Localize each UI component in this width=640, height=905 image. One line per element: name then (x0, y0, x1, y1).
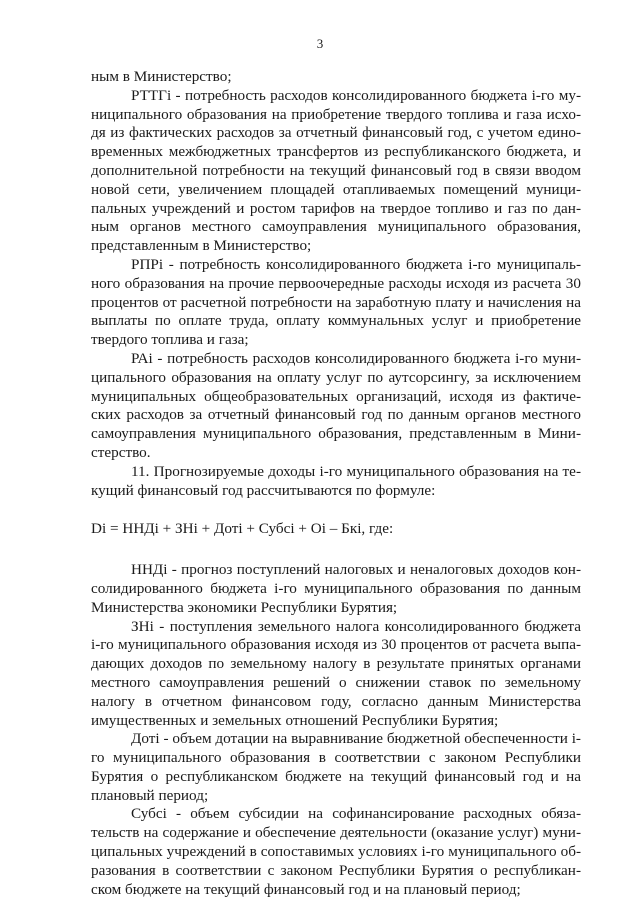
paragraph-rpr-definition: РПРi - потребность консолидированного бюджета i-го муниципального образования на прочие первоочередные расходы исходя из расчета 30 процентов от расчетной потребности на заработную плату и начисления на выплаты по оплате труда, оплату коммунальных услуг и приобретение твердого топлива и газа; (91, 255, 581, 349)
definition-zn: ЗНi - поступления земельного налога консолидированного бюджета i-го муниципального образования исходя из 30 процентов от расчета выпадающих доходов по земельному налогу в результате принятых органами местного самоуправления решений о снижении ставок по земельному налогу в отчетном финансовом году, согласно данным Министерства имущественных и земельных отношений Республики Бурятия; (91, 617, 581, 729)
definition-subs: Субсi - объем субсидии на софинансирование расходных обязательств на содержание и обеспечение деятельности (оказание услуг) муниципальных учреждений в сопоставимых условиях i-го муниципального образования в соответствии с законом Республики Бурятия о республиканском бюджете на текущий финансовый год и на плановый период; (91, 805, 581, 898)
paragraph-rttg-definition: РТТГi - потребность расходов консолидированного бюджета i-го муниципального образования на приобретение твердого топлива и газа исходя из фактических расходов за отчетный финансовый год, с учетом единовременных межбюджетных трансфертов из республиканского бюджета, и дополнительной потребности на текущий финансовый год в связи вводом новой сети, увеличением площадей отапливаемых помещений муниципальных учреждений и ростом тарифов на твердое топливо и газ по данным органов местного самоуправления муниципального образования, представленным в Министерство; (91, 86, 581, 255)
income-formula: Di = ННДi + ЗНi + Дотi + Субсi + Oi – Бкi, где: (91, 520, 394, 538)
paragraph-continuation: ным в Министерство; (91, 68, 232, 85)
paragraph-section-11: 11. Прогнозируемые доходы i-го муниципального образования на текущий финансовый год рассчитываются по формуле: (91, 462, 581, 499)
document-body (91, 68, 581, 899)
definition-nnd: ННДi - прогноз поступлений налоговых и неналоговых доходов консолидированного бюджета i-го муниципального образования по данным Министерства экономики Республики Бурятия; (91, 561, 581, 616)
definition-dot: Дотi - объем дотации на выравнивание бюджетной обеспеченности i-го муниципального образования в соответствии с законом Республики Бурятия о республиканском бюджете на текущий финансовый год и на плановый период; (91, 730, 581, 804)
paragraph-ra-definition: РАi - потребность расходов консолидированного бюджета i-го муниципального образования на оплату услуг по аутсорсингу, за исключением муниципальных общеобразовательных организаций, исходя из фактических расходов за отчетный финансовый год по данным органов местного самоуправления муниципального образования, представленным в Министерство. (91, 349, 581, 461)
page-number: 3 (316, 36, 324, 51)
